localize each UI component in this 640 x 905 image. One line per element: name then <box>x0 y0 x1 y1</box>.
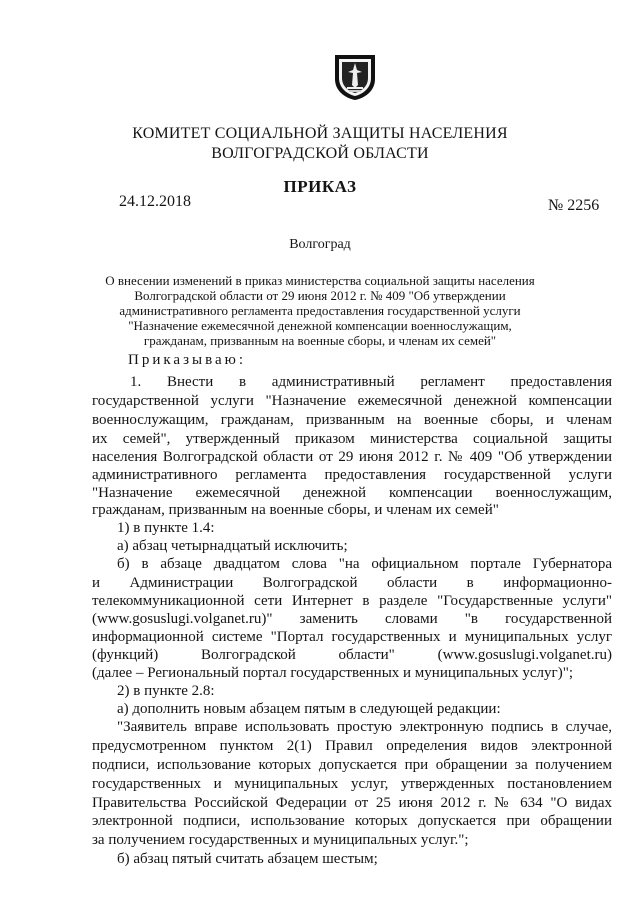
body-line: "Назначение ежемесячной денежной компенсации военнослужащим, <box>92 485 612 501</box>
title-line: О внесении изменений в приказ министерства социальной защиты населения <box>105 273 535 288</box>
body-line: (www.gosuslugi.volganet.ru)" заменить словами "в государственной <box>92 611 612 627</box>
document-city: Волгоград <box>289 237 351 252</box>
title-line: Волгоградской области от 29 июня 2012 г. № 409 "Об утверждении <box>134 288 506 303</box>
body-line: а) дополнить новым абзацем пятым в следующей редакции: <box>117 701 501 717</box>
body-line: подписи, использование которых допускается при обращении за получением <box>92 757 612 773</box>
body-line: электронной подписи, использование которых допускается при обращении <box>92 813 612 829</box>
body-line: 1. Внести в административный регламент предоставления <box>130 374 612 390</box>
body-line: 2) в пункте 2.8: <box>117 683 215 699</box>
body-line: предусмотренном пунктом 2(1) Правил определения видов электронной <box>92 738 612 754</box>
body-line: (функций) Волгоградской области" (www.gosuslugi.volganet.ru) <box>92 647 612 663</box>
body-line: (далее – Региональный портал государственных и муниципальных услуг)"; <box>92 665 573 681</box>
body-line: информационной системе "Портал государственных и муниципальных услуг <box>92 629 612 645</box>
body-line: телекоммуникационной сети Интернет в разделе "Государственные услуги" <box>92 593 612 609</box>
body-line: государственной услуги "Назначение ежемесячной денежной компенсации <box>92 393 612 409</box>
body-line: Правительства Российской Федерации от 25 июня 2012 г. № 634 "О видах <box>92 795 612 811</box>
body-line: "Заявитель вправе использовать простую электронную подпись в случае, <box>117 719 612 735</box>
body-line: населения Волгоградской области от 29 июня 2012 г. № 409 "Об утверждении <box>92 449 612 465</box>
body-line: административного регламента предоставления государственной услуги <box>92 467 612 483</box>
document-number: № 2256 <box>548 197 600 214</box>
volgograd-coat-of-arms-icon <box>331 53 379 101</box>
title-line: гражданам, призванным на военные сборы, и членам их семей" <box>143 333 497 348</box>
body-line: и Администрации Волгоградской области в информационно- <box>92 575 612 591</box>
document-date: 24.12.2018 <box>119 193 191 210</box>
organization-name-line-2: ВОЛГОГРАДСКОЙ ОБЛАСТИ <box>211 145 429 162</box>
document-type: ПРИКАЗ <box>283 177 357 196</box>
organization-name-line-1: КОМИТЕТ СОЦИАЛЬНОЙ ЗАЩИТЫ НАСЕЛЕНИЯ <box>132 125 508 142</box>
body-line: б) в абзаце двадцатом слова "на официальном портале Губернатора <box>117 556 612 572</box>
body-line: государственных и муниципальных услуг, утвержденных постановлением <box>92 776 612 792</box>
body-line: их семей", утвержденный приказом министерства социальной защиты <box>92 431 612 447</box>
body-line: 1) в пункте 1.4: <box>117 520 215 536</box>
body-line: гражданам, призванным на военные сборы, и членам их семей" <box>92 502 499 518</box>
body-line: а) абзац четырнадцатый исключить; <box>117 538 348 554</box>
body-line: военнослужащим, гражданам, призванным на военные сборы, и членам <box>92 412 612 428</box>
order-word: Приказываю: <box>128 352 246 368</box>
body-line: б) абзац пятый считать абзацем шестым; <box>117 851 378 867</box>
body-line: за получением государственных и муниципальных услуг."; <box>92 832 469 848</box>
title-line: "Назначение ежемесячной денежной компенсации военнослужащим, <box>128 318 512 333</box>
title-line: административного регламента предоставления государственной услуги <box>119 303 521 318</box>
